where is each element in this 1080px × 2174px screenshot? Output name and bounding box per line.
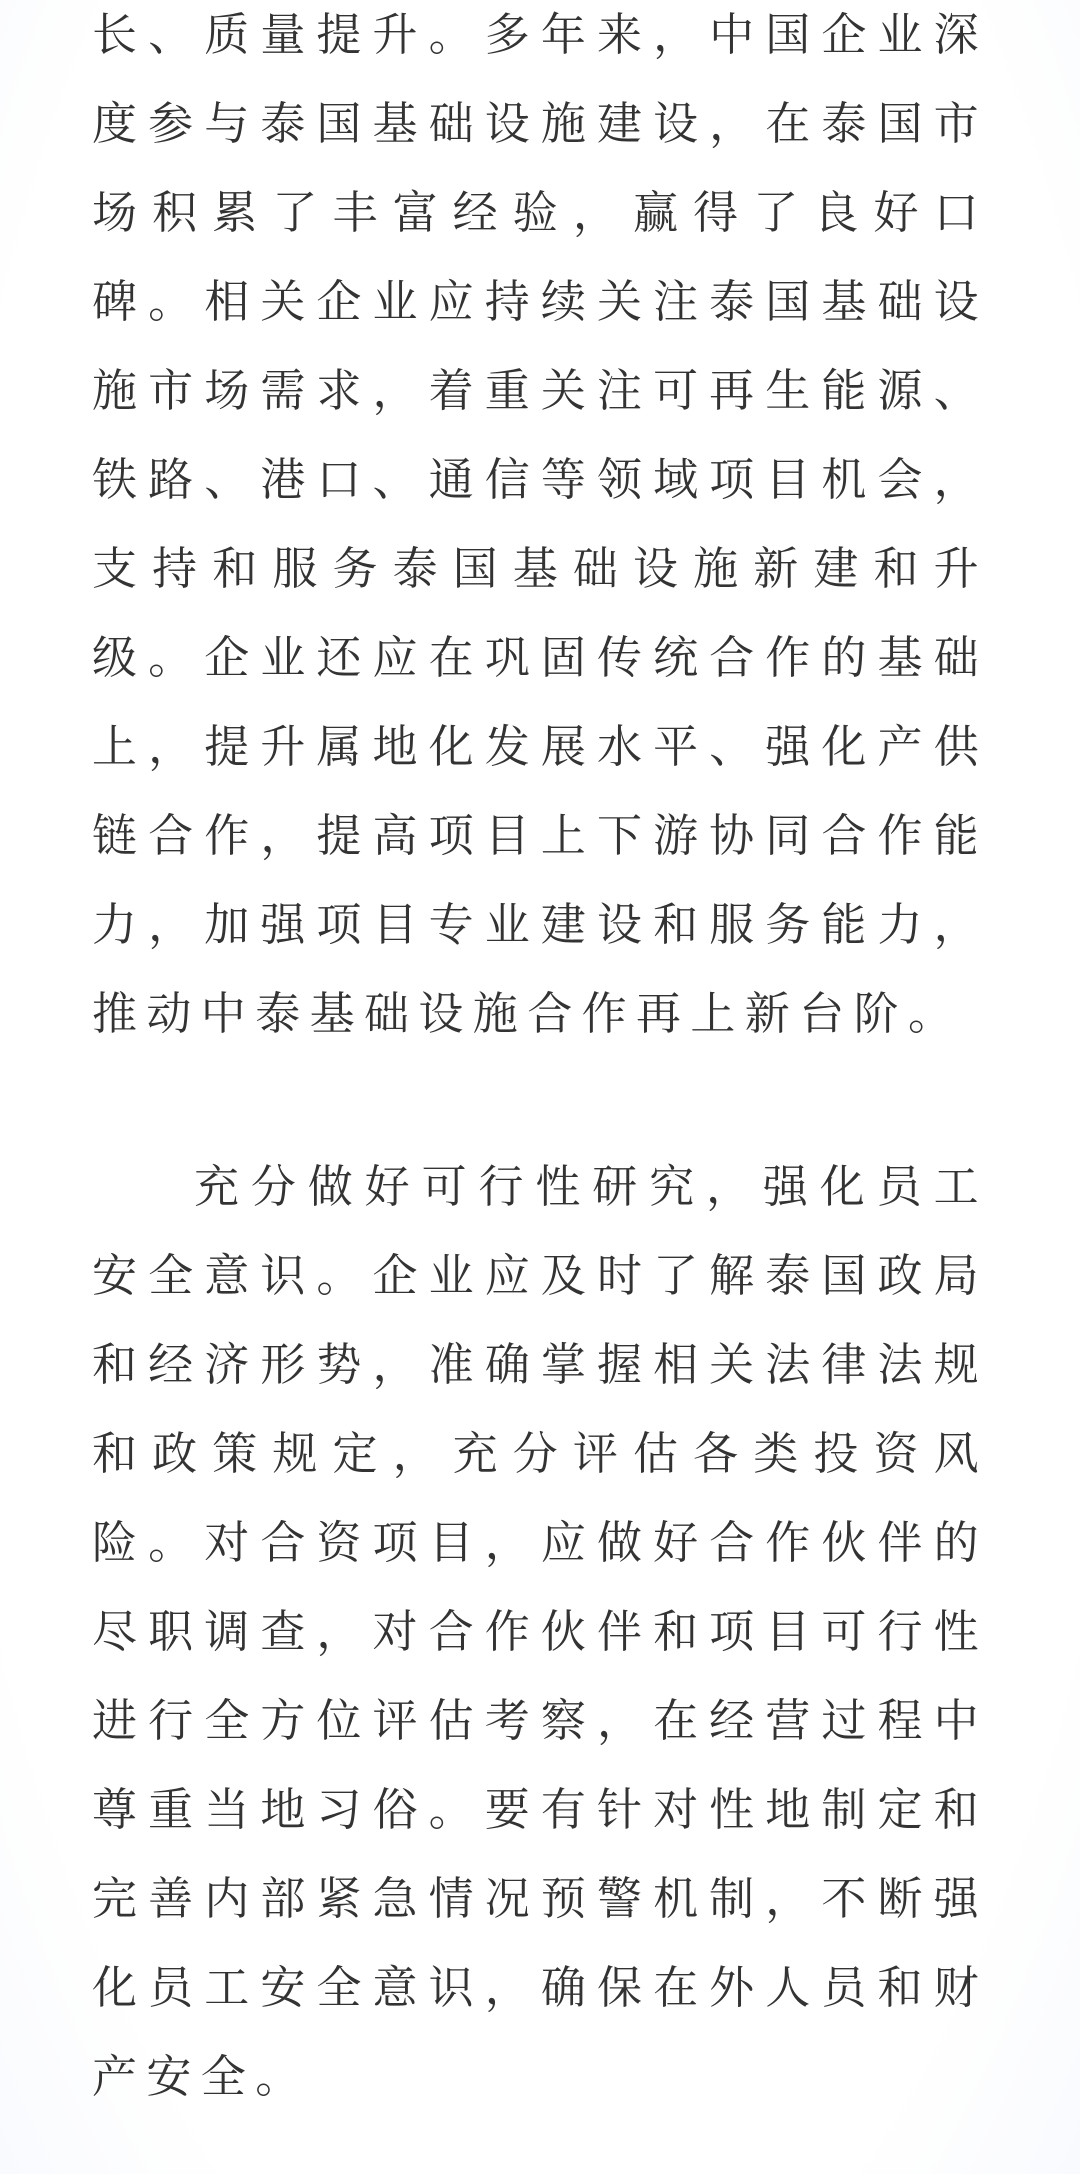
- paragraph-feasibility-safety: 充分做好可行性研究，强化员工安全意识。企业应及时了解泰国政局和经济形势，准确掌握相关法律法规和政策规定，充分评估各类投资风险。对合资项目，应做好合作伙伴的尽职调查，对合作伙伴和项目可行性进行全方位评估考察，在经营过程中尊重当地习俗。要有针对性地制定和完善内部紧急情况预警机制，不断强化员工安全意识，确保在外人员和财产安全。: [92, 1160, 988, 2103]
- article-body: [92, 0, 988, 2121]
- paragraph-infrastructure: 长、质量提升。多年来，中国企业深度参与泰国基础设施建设，在泰国市场积累了丰富经验，赢得了良好口碑。相关企业应持续关注泰国基础设施市场需求，着重关注可再生能源、铁路、港口、通信等领域项目机会，支持和服务泰国基础设施新建和升级。企业还应在巩固传统合作的基础上，提升属地化发展水平、强化产供链合作，提高项目上下游协同合作能力，加强项目专业建设和服务能力，推动中泰基础设施合作再上新台阶。: [92, 8, 988, 1040]
